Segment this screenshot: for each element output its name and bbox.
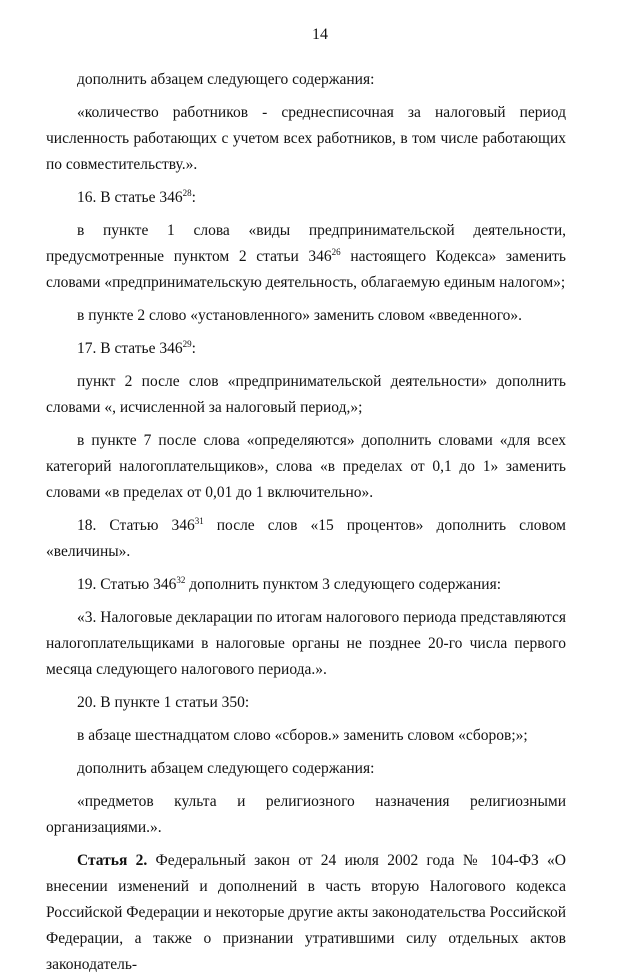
paragraph-text: 19. Статью 346: [77, 576, 177, 593]
paragraph-7: [46, 369, 566, 421]
paragraph-text: после слов «15 процентов» дополнить словом «величины».: [46, 517, 566, 560]
paragraph-text: :: [191, 340, 196, 357]
paragraph-text: в пункте 1 слова «виды предпринимательской деятельности, предусмотренные пунктом 2 статьи 346: [46, 222, 566, 265]
paragraph-text: «количество работников - среднесписочная за налоговый период численность работающих с учетом всех работников, в том числе работающих по совместительству.».: [46, 104, 566, 173]
article-superscript: 26: [331, 247, 341, 257]
paragraph-5: [46, 303, 566, 329]
paragraph-text: Федеральный закон от 24 июля 2002 года № 104-ФЗ «О внесении изменений и дополнений в часть вторую Налогового кодекса Российской Федерации и некоторые другие акты законодательства Российской Федерации, а также о признании утратившими силу отдельных актов законодатель-: [46, 852, 567, 973]
paragraph-11: [46, 605, 566, 683]
item-17-heading: [46, 336, 566, 362]
page-number: 14: [312, 26, 328, 43]
item-20-heading: [46, 690, 566, 716]
article-superscript: 29: [182, 339, 192, 349]
paragraph-text: :: [191, 189, 196, 206]
item-16-heading: [46, 185, 566, 211]
paragraph-1: [46, 67, 566, 93]
paragraph-text: «предметов культа и религиозного назначения религиозными организациями.».: [46, 793, 566, 836]
paragraph-14: [46, 756, 566, 782]
paragraph-4: [46, 218, 566, 296]
paragraph-text: дополнить пунктом 3 следующего содержания:: [185, 576, 501, 593]
paragraph-text: в абзаце шестнадцатом слово «сборов.» заменить словом «сборов;»;: [77, 727, 528, 744]
paragraph-8: [46, 428, 566, 506]
paragraph-text: 17. В статье 346: [77, 340, 183, 357]
item-18: [46, 513, 566, 565]
article-heading: Статья 2.: [77, 852, 148, 869]
paragraph-text: в пункте 7 после слова «определяются» дополнить словами «для всех категорий налогоплательщиков», слова «в пределах от 0,1 до 1» заменить словами «в пределах от 0,01 до 1 включительно».: [46, 432, 566, 501]
paragraph-2: [46, 100, 566, 178]
paragraph-text: пункт 2 после слов «предпринимательской деятельности» дополнить словами «, исчисленной за налоговый период,»;: [46, 373, 566, 416]
paragraph-13: [46, 723, 566, 749]
paragraph-text: в пункте 2 слово «установленного» заменить словом «введенного».: [77, 307, 523, 324]
paragraph-text: «3. Налоговые декларации по итогам налогового периода представляются налогоплательщиками в налоговые органы не позднее 20-го числа первого месяца следующего налогового периода.».: [46, 609, 566, 678]
article-2-paragraph: [46, 848, 566, 978]
paragraph-15: [46, 789, 566, 841]
paragraph-text: дополнить абзацем следующего содержания:: [77, 760, 375, 777]
article-superscript: 31: [194, 516, 204, 526]
paragraph-text: 16. В статье 346: [77, 189, 183, 206]
article-superscript: 32: [176, 575, 186, 585]
paragraph-text: 18. Статью 346: [77, 517, 195, 534]
document-body: [46, 60, 566, 978]
article-superscript: 28: [182, 188, 192, 198]
paragraph-text: настоящего Кодекса» заменить словами «предпринимательскую деятельность, облагаемую единым налогом»;: [46, 248, 566, 291]
paragraph-text: дополнить абзацем следующего содержания:: [77, 71, 375, 88]
paragraph-text: 20. В пункте 1 статьи 350:: [77, 694, 250, 711]
item-19: [46, 572, 566, 598]
